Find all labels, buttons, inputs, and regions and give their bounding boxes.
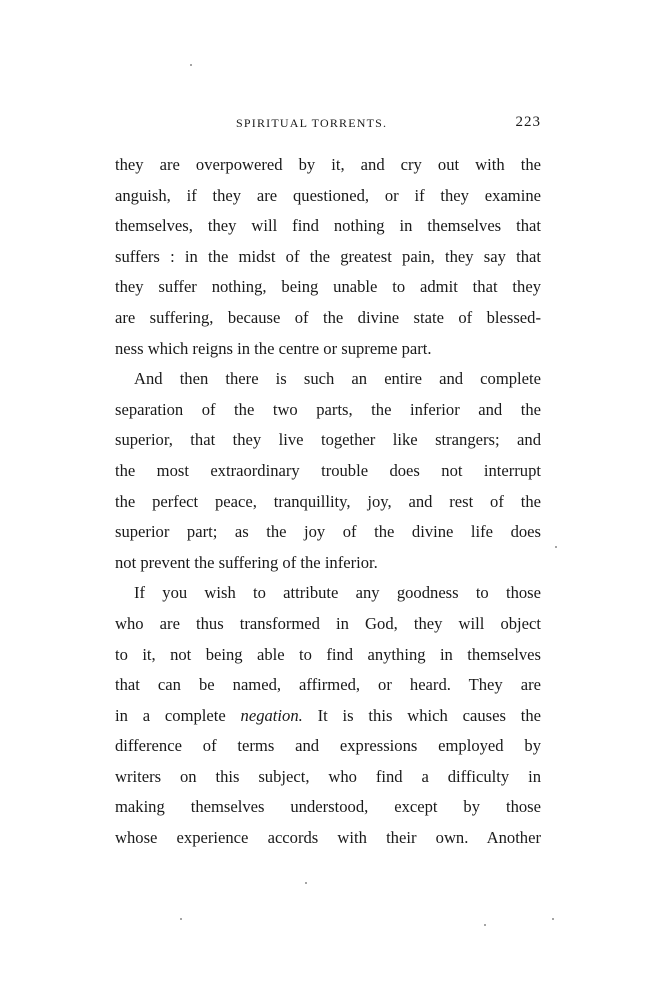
scan-speck	[190, 64, 192, 66]
scan-speck	[484, 924, 486, 926]
text-line: they are overpowered by it, and cry out with the	[115, 155, 541, 174]
paragraph-1	[115, 150, 541, 364]
italic-term: negation.	[240, 705, 303, 725]
text-line: writers on this subject, who find a difficulty in	[115, 766, 541, 786]
text-line: the most extraordinary trouble does not interrupt	[115, 460, 541, 480]
text-line: the perfect peace, tranquillity, joy, and rest of the	[115, 491, 541, 511]
scan-speck	[552, 918, 554, 920]
text-line: If you wish to attribute any goodness to those	[134, 583, 541, 603]
text-line: And then there is such an entire and complete	[134, 369, 541, 389]
body-text	[115, 150, 541, 854]
page-number: 223	[515, 114, 541, 130]
paragraph-3	[115, 578, 541, 853]
text-line: separation of the two parts, the inferior and the	[115, 399, 541, 419]
text-line: superior, that they live together like strangers; and	[115, 430, 541, 450]
text-segment: in a complete	[115, 705, 241, 725]
text-line: who are thus transformed in God, they will object	[115, 613, 541, 633]
scan-speck	[305, 882, 307, 884]
text-line: anguish, if they are questioned, or if they examine	[115, 185, 541, 205]
text-line: difference of terms and expressions employed by	[115, 736, 541, 756]
scan-speck	[555, 546, 557, 548]
running-header	[115, 116, 541, 136]
text-line: are suffering, because of the divine state of blessed-	[115, 307, 541, 327]
text-line: they suffer nothing, being unable to admit that they	[115, 277, 541, 297]
text-line: making themselves understood, except by those	[115, 797, 541, 817]
text-line-with-italic	[115, 701, 541, 732]
text-line: not prevent the suffering of the inferior.	[115, 552, 378, 572]
text-line: whose experience accords with their own. Another	[115, 828, 541, 848]
text-line: themselves, they will find nothing in themselves that	[115, 216, 541, 236]
paragraph-2	[115, 364, 541, 578]
text-line: ness which reigns in the centre or supreme part.	[115, 338, 432, 358]
text-line: suffers : in the midst of the greatest pain, they say that	[115, 246, 541, 266]
text-line: that can be named, affirmed, or heard. They are	[115, 675, 541, 695]
running-header-title: SPIRITUAL TORRENTS.	[236, 116, 388, 130]
text-line: superior part; as the joy of the divine life does	[115, 522, 541, 542]
text-segment: It is this which causes the	[302, 705, 541, 725]
scan-speck	[180, 918, 182, 920]
text-line: to it, not being able to find anything in themselves	[115, 644, 541, 664]
